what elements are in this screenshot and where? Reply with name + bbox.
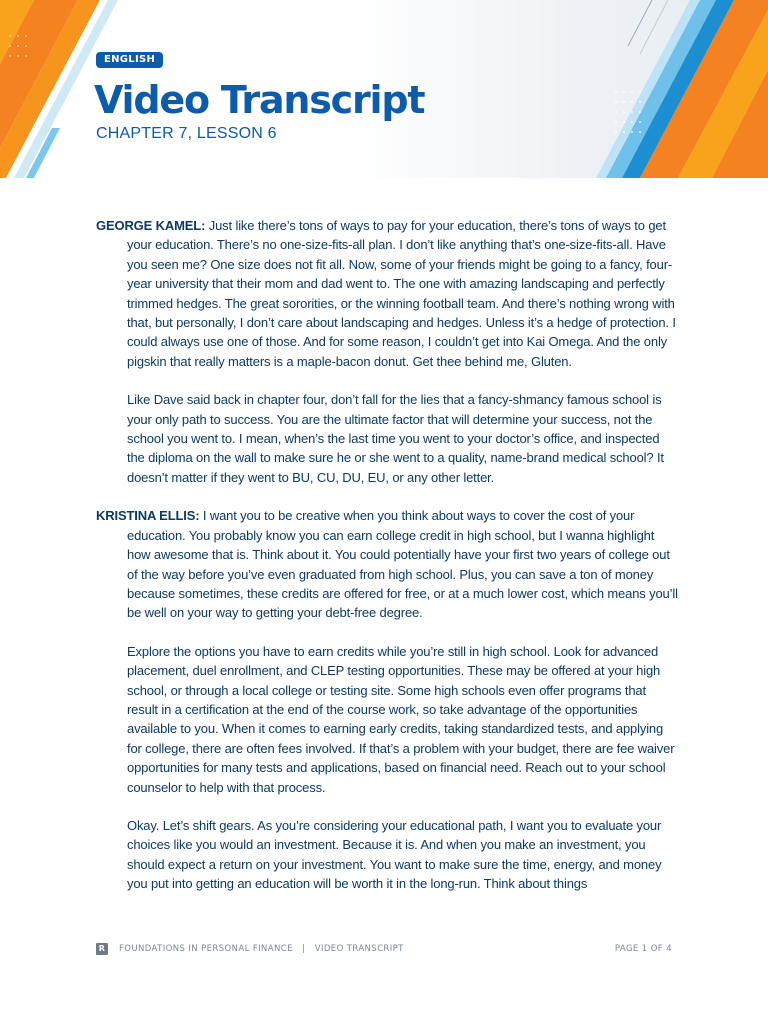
footer-course-title: FOUNDATIONS IN PERSONAL FINANCE | VIDEO TRANSCRIPT xyxy=(119,944,404,954)
language-badge: ENGLISH xyxy=(96,52,163,68)
speaker-name: GEORGE KAMEL: xyxy=(96,218,206,233)
transcript-body xyxy=(96,216,680,913)
transcript-paragraph: Explore the options you have to earn credits while you’re still in high school. Look for advanced placement, duel enrollment, and CLEP testing opportunities. These may be offered at your high school, or through a local college or testing site. Some high schools even offer programs that result in a certification at the end of the course work, so take advantage of the opportunities available to you. When it comes to earning early credits, taking standardized tests, and applying for college, there are often fees involved. If that’s a problem with your budget, there are fee waiver opportunities for many tests and applications, based on financial need. Reach out to your school counselor to help with that process. xyxy=(127,643,675,795)
transcript-paragraph: Like Dave said back in chapter four, don’t fall for the lies that a fancy-shmancy famous school is your only path to success. You are the ultimate factor that will determine your success, not the school you went to. I mean, when’s the last time you went to your doctor’s office, and inspected the diploma on the wall to make sure he or she went to a quality, name-brand medical school? It doesn’t matter if they went to BU, CU, DU, EU, or any other letter. xyxy=(127,392,664,485)
page-header xyxy=(0,0,768,178)
page-title: Video Transcript xyxy=(94,78,425,122)
page-footer xyxy=(96,943,672,957)
ramsey-logo-icon: R xyxy=(96,943,108,955)
transcript-paragraph xyxy=(96,216,680,371)
chapter-lesson-subtitle: CHAPTER 7, LESSON 6 xyxy=(96,125,277,142)
page-number: PAGE 1 OF 4 xyxy=(614,944,672,954)
transcript-paragraph xyxy=(96,506,680,622)
transcript-paragraph: Okay. Let’s shift gears. As you’re considering your educational path, I want you to evaluate your choices like you would an investment. Because it is. And when you make an investment, you should expect a return on your investment. You want to make sure the time, energy, and money you put into getting an education will be worth it in the long-run. Think about things xyxy=(127,817,662,892)
speaker-name: KRISTINA ELLIS: xyxy=(96,508,200,524)
paragraph-text: I want you to be creative when you think about ways to cover the cost of your education. You probably know you can earn college credit in high school, but I wanna highlight how awesome that is. Think about it. You could potentially have your first two years of college out of the way before you’ve even graduated from high school. Plus, you can save a ton of money because sometimes, these credits are offered for free, or at a much lower cost, which means you’ll be well on your way to getting your debt-free degree. xyxy=(127,508,678,621)
paragraph-text: Just like there’s tons of ways to pay for your education, there’s tons of ways to get your education. There’s no one-size-fits-all plan. I don’t like anything that’s one-size-fits-all. Have you seen me? One size does not fit all. Now, some of your friends might be going to a fancy, four-year university that their mom and dad went to. The one with amazing landscaping and perfectly trimmed hedges. The great sororities, or the winning football team. And there’s nothing wrong with that, but personally, I don’t care about landscaping and hedges. Unless it’s a hedge of protection. I could always use one of those. And for some reason, I couldn’t get into Kai Omega. And the only pigskin that really matters is a maple-bacon donut. Get thee behind me, Gluten. xyxy=(127,218,676,369)
